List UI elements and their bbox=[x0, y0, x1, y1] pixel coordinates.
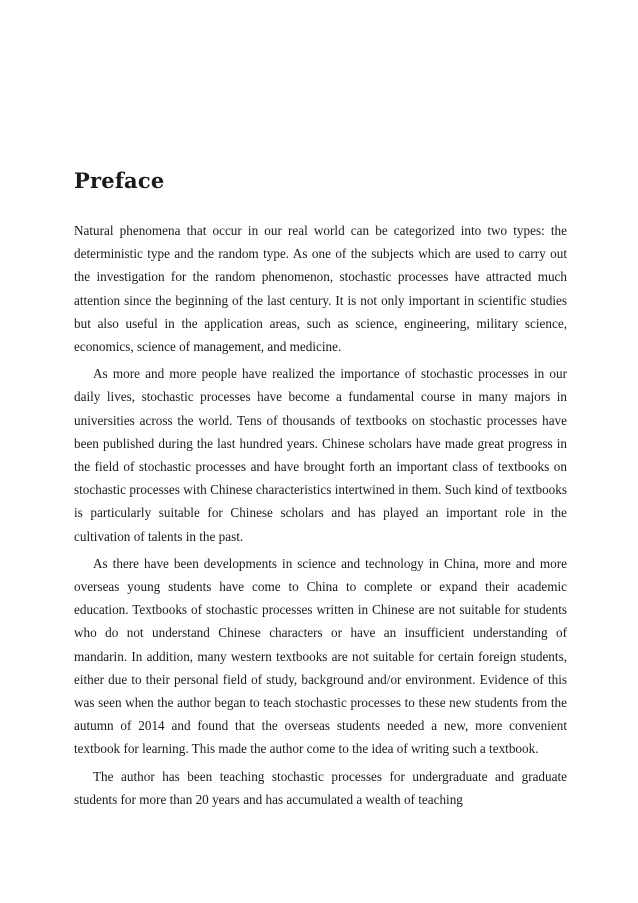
paragraph-1: Natural phenomena that occur in our real world can be categorized into two types: the deterministic type and the random type. As one of the subjects which are used to carry out the investigation for the random phenomenon, stochastic processes have attracted much attention since the beginning of the last century. It is not only important in scientific studies but also useful in the application areas, such as science, engineering, military science, economics, science of management, and medicine. bbox=[74, 223, 567, 355]
paragraph-3: As there have been developments in science and technology in China, more and more overseas young students have come to China to complete or expand their academic education. Textbooks of stochastic processes written in Chinese are not suitable for students who do not understand Chinese characters or have an insufficient understanding of mandarin. In addition, many western textbooks are not suitable for certain foreign students, either due to their personal field of study, background and/or environment. Evidence of this was seen when the author began to teach stochastic processes to these new students from the autumn of 2014 and found that the overseas students needed a new, more convenient textbook for learning. This made the author come to the idea of writing such a textbook. bbox=[74, 555, 567, 757]
preface-body bbox=[74, 219, 567, 815]
paragraph-2: As more and more people have realized the importance of stochastic processes in our daily lives, stochastic processes have become a fundamental course in many majors in universities across the world. Tens of thousands of textbooks on stochastic processes have been published during the last hundred years. Chinese scholars have made great progress in the field of stochastic processes and have brought forth an important class of textbooks on stochastic processes with Chinese characteristics intertwined in them. Such kind of textbooks is particularly suitable for Chinese scholars and has played an important role in the cultivation of talents in the past. bbox=[74, 366, 567, 544]
paragraph-4: The author has been teaching stochastic processes for undergraduate and graduate students for more than 20 years and has accumulated a wealth of teaching bbox=[74, 768, 567, 807]
page-title: Preface bbox=[74, 168, 165, 193]
